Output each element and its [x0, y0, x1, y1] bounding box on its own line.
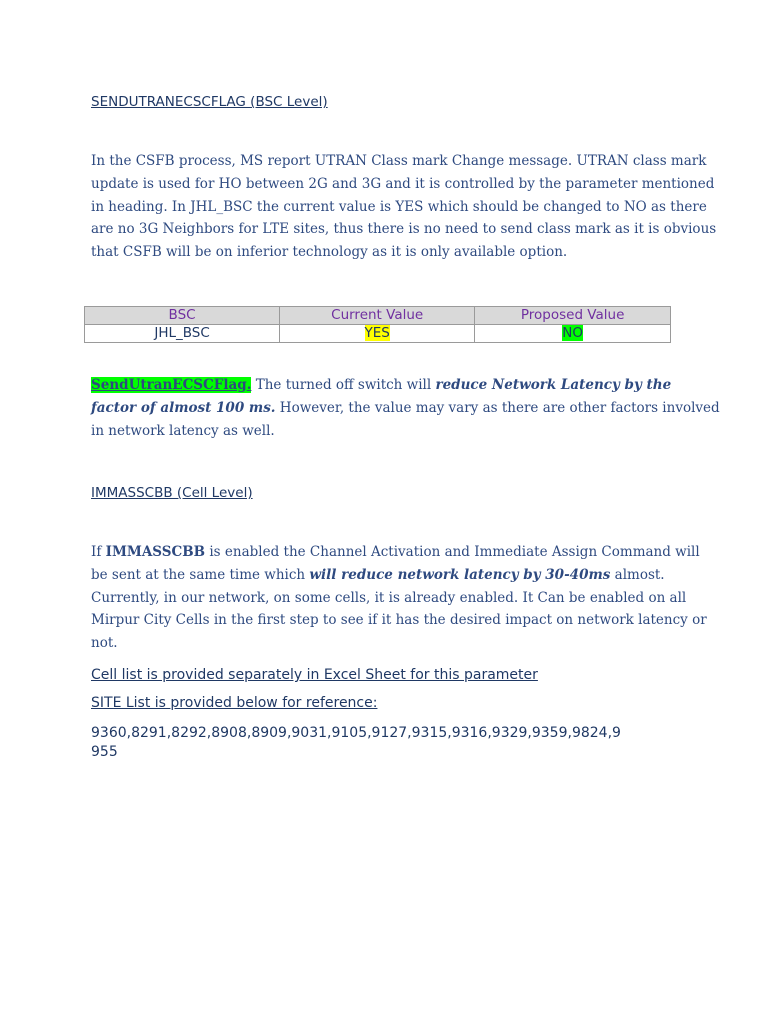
immasscbb-paragraph — [91, 541, 707, 655]
current-value-highlight: YES — [364, 325, 390, 341]
cell-bsc-name: JHL_BSC — [85, 325, 280, 343]
paragraph-line: are no 3G Neighbors for LTE sites, thus there is no need to send class mark as it is obvious — [91, 221, 717, 238]
paragraph-line: update is used for HO between 2G and 3G and it is controlled by the parameter mentioned — [91, 175, 715, 192]
paragraph-line: Mirpur City Cells in the first step to see if it has the desired impact on network latency or — [91, 612, 707, 629]
column-header-bsc: BSC — [85, 307, 280, 325]
paragraph-line: in heading. In JHL_BSC the current value is YES which should be changed to NO as there — [91, 198, 707, 215]
parameter-name: IMMASSCBB — [105, 544, 206, 560]
section-heading-sendutranecscflag: SENDUTRANECSCFLAG (BSC Level) — [91, 94, 328, 110]
text: be sent at the same time which — [91, 566, 310, 583]
cell-current-value — [280, 325, 475, 343]
column-header-current-value: Current Value — [280, 307, 475, 325]
cell-proposed-value — [475, 325, 671, 343]
paragraph-line: In the CSFB process, MS report UTRAN Class mark Change message. UTRAN class mark — [91, 153, 707, 169]
note-emphasis: factor of almost 100 ms. — [91, 399, 276, 416]
site-list-line: 955 — [91, 744, 118, 760]
paragraph-line: in network latency as well. — [91, 422, 275, 439]
site-id-list — [91, 724, 691, 762]
flag-name-highlight — [91, 377, 251, 393]
flag-name: SendUtranECSCFlag — [91, 377, 247, 393]
paragraph-line — [91, 397, 720, 420]
bsc-parameter-table — [84, 306, 671, 343]
text: is enabled the Channel Activation and Immediate Assign Command will — [205, 544, 700, 560]
section-heading-immasscbb: IMMASSCBB (Cell Level) — [91, 485, 253, 501]
paragraph-line — [91, 374, 681, 397]
text: almost. — [610, 566, 665, 583]
csfb-paragraph — [91, 150, 717, 264]
cell-list-note: Cell list is provided separately in Excel Sheet for this parameter — [91, 667, 538, 683]
paragraph-line: not. — [91, 635, 118, 652]
paragraph-line: that CSFB will be on inferior technology as it is only available option. — [91, 244, 568, 261]
latency-note-paragraph — [91, 374, 720, 442]
flag-suffix: . — [246, 377, 252, 393]
paragraph-line — [91, 564, 681, 587]
paragraph-line: Currently, in our network, on some cells, it is already enabled. It Can be enabled on all — [91, 589, 687, 606]
note-text: However, the value may vary as there are other factors involved — [275, 399, 720, 416]
text: If — [91, 544, 106, 560]
latency-emphasis: will reduce network latency by 30-40ms — [309, 566, 611, 583]
proposed-value-highlight: NO — [562, 325, 583, 341]
note-text: The turned off switch will — [251, 377, 436, 393]
note-emphasis: reduce Network Latency by the — [435, 377, 672, 393]
paragraph-line — [91, 541, 700, 564]
table-row — [85, 325, 671, 343]
site-list-line: 9360,8291,8292,8908,8909,9031,9105,9127,9315,9316,9329,9359,9824,9 — [91, 725, 621, 741]
column-header-proposed-value: Proposed Value — [475, 307, 671, 325]
site-list-note: SITE List is provided below for reference: — [91, 695, 378, 711]
table-header-row — [85, 307, 671, 325]
